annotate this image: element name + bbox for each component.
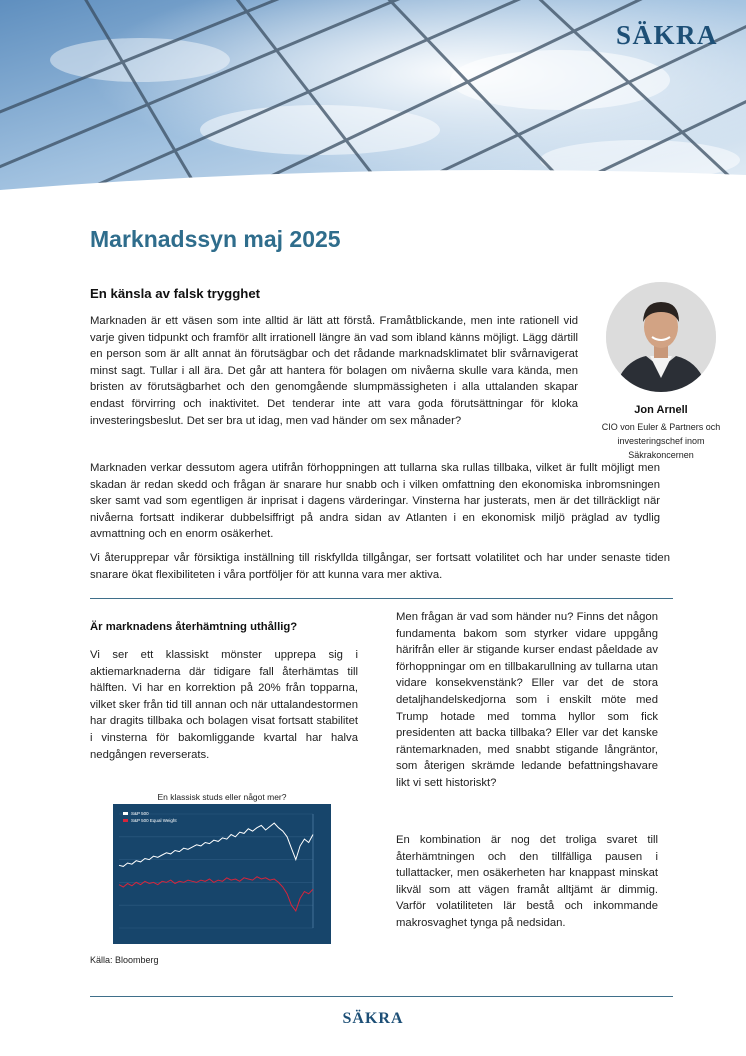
chart-title: En klassisk studs eller något mer? <box>157 792 287 802</box>
market-chart <box>113 792 331 944</box>
footer-logo: SÄKRA <box>342 1010 404 1027</box>
intro-heading: En känsla av falsk trygghet <box>90 286 261 301</box>
author-portrait-illustration <box>606 282 716 392</box>
chart-legend-swatch-0 <box>123 812 128 815</box>
author-name: Jon Arnell <box>634 404 688 416</box>
section2-heading: Är marknadens återhämtning uthållig? <box>90 621 298 633</box>
page-title: Marknadssyn maj 2025 <box>90 226 341 252</box>
footer-divider <box>90 996 673 997</box>
author-role: CIO von Euler & Partners och investeringschef inom Säkrakoncernen <box>601 422 721 460</box>
section2-right-paragraph-1: Men frågan är vad som händer nu? Finns det någon fundamenta bakom som styrker vidare uppgång härifrån eller är stigande kurser endast påeldade av förhoppningar om en tillbakarullning av tullarna utan vidare konsekvenstänk? Eller var det de stora detaljhandelskedjorna som i enskilt möte med Trump hotade med tomma hyllor som fick presidenten att backa tillbaka? Eller var det kanske räntemarknaden, med snabbt stigande långräntor, som återigen skrämde ledande befattningshavare likt vi sett historiskt? <box>396 611 658 789</box>
intro-paragraph-3: Vi återupprepar vår försiktiga inställning till riskfyllda tillgångar, ser fortsatt volatilitet och har under senaste tiden snarare ökat flexibiliteten i våra portföljer för att kunna vara mer aktiva. <box>90 552 670 581</box>
chart-background <box>113 804 331 944</box>
chart-legend-label-0: S&P 500 <box>131 811 149 816</box>
section2-left-paragraph: Vi ser ett klassiskt mönster upprepa sig i aktiemarknaderna där tidigare fall återhämtas till hälften. Vi har en korrektion på 20% från topparna, vilket sker från tid till annan och när uttalandestormen har dragits tillbaka och bolagen visat fortsatt stabilitet i vinsterna för bakomliggande kvartal har halva nedgången reverserats. <box>90 649 358 761</box>
section2-right-paragraph-2: En kombination är nog det troliga svaret till återhämtningen och den tillfälliga pausen i tullattacker, men osäkerheten har knappast minskat likväl som att vägen framåt alltjämt är dimmig. Varför volatiliteten lär bestå och inkommande makrosvaghet tynga på nedsidan. <box>396 834 658 929</box>
chart-legend-label-1: S&P 500 Equal Weight <box>131 818 177 823</box>
intro-paragraph-1: Marknaden är ett väsen som inte alltid är lätt att förstå. Framåtblickande, men inte rationell vid varje given tidpunkt och framför allt irrationell längre än vad som ibland känns möjligt. Lägg därtill en person som är allt annat än förutsägbar och det rådande marknadsklimatet blir svårnavigerat minst sagt. Tullar i all ära. Det går att hantera för bolagen om nivåerna skulle vara kända, men bristen av förutsägbarhet och den genomgående slumpmässigheten i alla uttalanden skapar endast förvirring och inaktivitet. Det tenderar inte att vara goda förutsättningar för kloka investeringsbeslut. Det ser bra ut idag, men vad händer om sex månader? <box>90 315 578 427</box>
section-divider <box>90 598 673 599</box>
intro-paragraph-2: Marknaden verkar dessutom agera utifrån förhoppningen att tullarna ska rullas tillbaka, vilket är fullt möjligt men skadan är redan skedd och frågan är snarare hur snabb och i vilken omfattning den ekonomiska inbromsningen sker samt vad som egentligen är inprisat i dagens värderingar. Vinsterna har justerats, men är det tillräckligt när nivåerna fortsatt indikerar dubbelsiffrigt på andra sidan av Atlanten i en ekonomisk miljö präglad av tydlig avmattning och en enorm osäkerhet. <box>90 462 660 541</box>
author-avatar <box>606 282 716 392</box>
chart-legend-swatch-1 <box>123 819 128 822</box>
chart-canvas <box>113 804 331 944</box>
brand-logo: SÄKRA <box>615 20 718 50</box>
chart-source: Källa: Bloomberg <box>90 955 159 965</box>
